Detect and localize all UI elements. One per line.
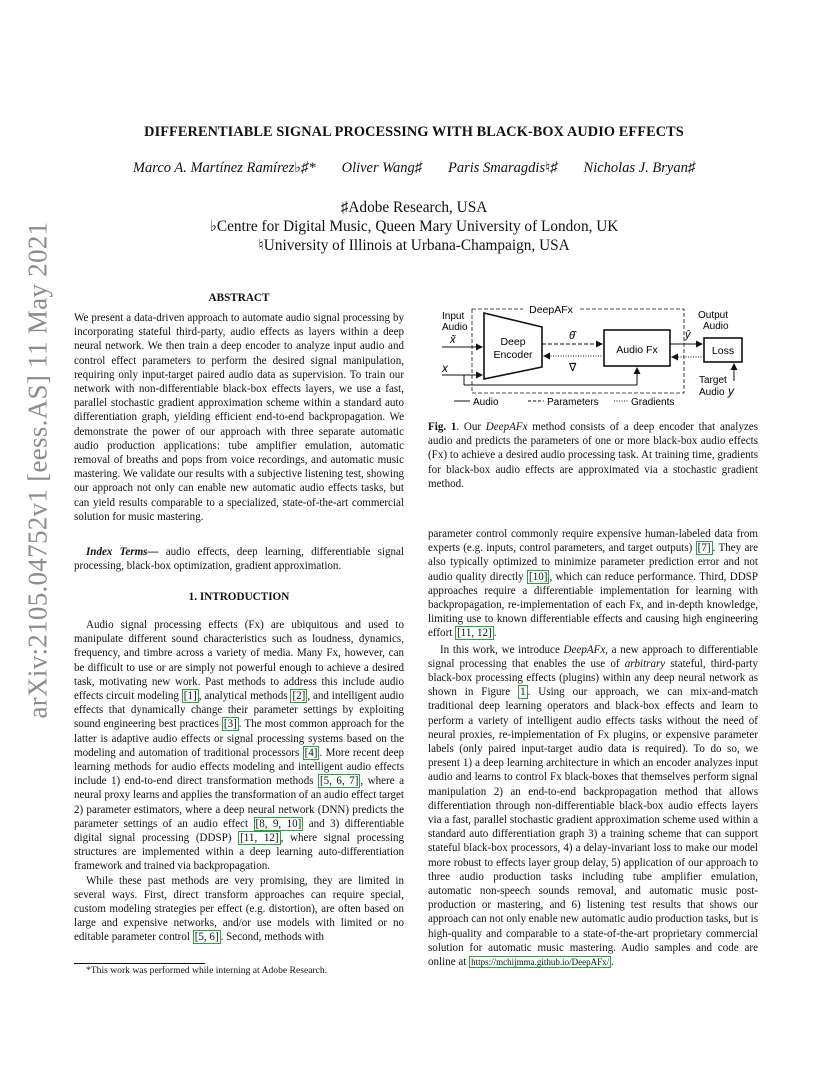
citation-link[interactable]: [1] xyxy=(183,690,197,703)
author: Paris Smaragdis♮♯ xyxy=(448,160,558,176)
target-audio-label: Target xyxy=(699,375,727,386)
grad-symbol: ∇̃ xyxy=(569,362,577,374)
loss-label: Loss xyxy=(711,345,735,357)
legend-audio: Audio xyxy=(473,397,499,408)
author-list xyxy=(60,160,768,177)
svg-text:Audio: Audio xyxy=(703,321,729,332)
affiliation: ♮University of Illinois at Urbana-Champaign, USA xyxy=(258,237,570,254)
citation-link[interactable]: [11, 12] xyxy=(457,627,492,640)
intro-text xyxy=(74,618,404,945)
abstract-heading: ABSTRACT xyxy=(208,292,270,304)
deepafx-diagram xyxy=(428,301,758,411)
citation-link[interactable]: [4] xyxy=(304,746,318,759)
paragraph: parameter control commonly require expensive human-labeled data from experts (e.g. inputs, control parameters, and target outputs) [7] . They are also typically optimized to minimize parameter prediction error and not audio quality directly [10] , which can reduce performance. Third, DDSP approaches require a differentiable implementation for learning with backpropagation, re-implementation of each Fx, and in-depth knowledge, limiting use to known differentiable effects and causing high engineering effort [11, 12] . xyxy=(428,528,759,640)
deepafx-label: DeepAFx xyxy=(529,304,573,316)
figure-link[interactable]: 1 xyxy=(520,686,526,699)
intro-heading: 1. INTRODUCTION xyxy=(188,591,290,603)
y-variable: y xyxy=(728,384,734,398)
encoder-label: Deep xyxy=(500,336,526,348)
svg-text:Audio: Audio xyxy=(699,387,725,398)
svg-text:Audio: Audio xyxy=(442,322,468,333)
legend-gradients: Gradients xyxy=(631,397,675,408)
project-url-link[interactable]: https://mchijmma.github.io/DeepAFx/ xyxy=(471,957,610,968)
arxiv-stamp: arXiv:2105.04752v1 [eess.AS] 11 May 2021 xyxy=(22,221,53,719)
citation-link[interactable]: [2] xyxy=(292,690,306,703)
figure-caption: Fig. 1. Our DeepAFx method consists of a deep encoder that analyzes audio and predicts the parameters of one or more black-box audio effects (Fx) to achieve a desired audio processing task. At training time, gradients for black-box audio effects are approximated via a stochastic gradient method. xyxy=(428,421,758,490)
affiliations xyxy=(60,198,768,255)
footnote-rule xyxy=(74,963,205,964)
input-variable: x̃ xyxy=(450,334,456,346)
right-column-text xyxy=(428,527,758,969)
author: Nicholas J. Bryan♯ xyxy=(583,160,696,176)
paper-title: DIFFERENTIABLE SIGNAL PROCESSING WITH BLACK-BOX AUDIO EFFECTS xyxy=(144,124,684,140)
input-audio-label: Input xyxy=(442,311,465,322)
paragraph: Audio signal processing effects (Fx) are ubiquitous and used to manipulate different sound characteristics such as loudness, dynamics, frequency, and timbre across a variety of media. Many Fx, however, can be difficult to use or are simply not powerful enough to achieve a desired task, motivating new work. Past methods to address this include audio effects circuit modeling [1] , analytical methods [2] , and intelligent audio effects that dynamically change their parameter settings by exploiting sound engineering best practices [3] . The most common approach for the latter is adaptive audio effects or signal processing systems based on the modeling and automation of traditional processors [4] . More recent deep learning methods for audio effects modeling and intelligent audio effects include 1) end-to-end direct transformation methods [5, 6, 7] , where a neural proxy learns and applies the transformation of an audio effect target 2) parameter estimators, where a deep neural network (DNN) predicts the parameter settings of an audio effect [8, 9, 10] and 3) differentiable digital signal processing (DDSP) [11, 12] , where signal processing structures are implemented within a deep learning auto-differentiation framework and trained via backpropagation. xyxy=(74,619,405,873)
citation-link[interactable]: [10] xyxy=(529,570,548,583)
svg-text:Encoder: Encoder xyxy=(493,349,533,361)
index-terms: Index Terms— audio effects, deep learning, differentiable signal processing, black-box optimization, gradient approximation. xyxy=(74,546,404,573)
y-hat: ŷ xyxy=(685,329,691,341)
citation-link[interactable]: [11, 12] xyxy=(240,832,279,845)
citation-link[interactable]: [7] xyxy=(697,542,711,555)
paragraph: While these past methods are very promising, they are limited in several ways. First, direct transform approaches can require special, custom modeling strategies per effect (e.g. distortion), are often based on large and expensive networks, and/or use models with limited or no editable parameter control [5, 6] . Second, methods with xyxy=(74,874,404,944)
footnote: *This work was performed while interning at Adobe Research. xyxy=(86,965,328,976)
citation-link[interactable]: [5, 6] xyxy=(194,931,219,944)
index-terms-label: Index Terms— xyxy=(86,546,159,558)
paragraph: In this work, we introduce DeepAFx, a new approach to differentiable signal processing that enables the use of arbitrary stateful, third-party black-box processing effects (plugins) within any deep neural network as shown in Figure 1 . Using our approach, we can mix-and-match traditional deep learning operators and black-box effects and learn to perform a variety of intelligent audio effects tasks without the need of neural proxies, re-implementation of Fx plugins, or expensive parameter labels (only paired input-target audio data is required). To do so, we present 1) a deep learning architecture in which an encoder analyzes input audio and learns to control Fx black-boxes that themselves perform signal manipulation 2) an end-to-end backpropagation method that allows differentiation through non-differentiable black-box audio effects layers via a fast, parallel stochastic gradient approximation scheme used within a standard auto differentiation graph 3) a training scheme that can support stateful black-box processors, 4) a delay-invariant loss to make our model more robust to effects layer group delay, 5) application of our approach to three audio production tasks including tube amplifier emulation, automatic non-speech sounds removal, and automatic music post-production or mastering, and 6) listening test results that shows our approach can not only enable new automatic audio production tasks, but is high-quality and comparable to a state-of-the-art proprietary commercial solution for automatic music mastering. Audio samples and code are online at https://mchijmma.github.io/DeepAFx/ . xyxy=(428,643,758,969)
author: Marco A. Martínez Ramírez♭♯* xyxy=(132,160,316,176)
author: Oliver Wang♯ xyxy=(341,160,423,176)
citation-link[interactable]: [8, 9, 10] xyxy=(255,817,302,830)
affiliation: ♯Adobe Research, USA xyxy=(340,199,488,216)
abstract-text: We present a data-driven approach to automate audio signal processing by incorporating stateful third-party, audio effects as layers within a deep neural network. We then train a deep encoder to analyze input audio and control effect parameters to perform the desired signal manipulation, requiring only input-target paired audio data as supervision. To train our network with non-differentiable black-box effects layers, we use a fast, parallel stochastic gradient approximation scheme within a standard auto differentiation graph, yielding efficient end-to-end backpropagation. We demonstrate the power of our approach with three separate automatic audio production applications: tube amplifier emulation, automatic removal of breaths and pops from voice recordings, and automatic music mastering. We validate our results with a subjective listening test, showing our approach not only can enable new automatic audio effects tasks, but can yield results comparable to a specialized, state-of-the-art commercial solution for music mastering. xyxy=(74,312,404,523)
output-audio-label: Output xyxy=(698,310,729,321)
affiliation: ♭Centre for Digital Music, Queen Mary University of London, UK xyxy=(209,218,619,235)
citation-link[interactable]: [3] xyxy=(223,718,237,731)
x-variable: x xyxy=(442,361,448,375)
citation-link[interactable]: [5, 6, 7] xyxy=(320,775,359,788)
theta-hat: θ̂ xyxy=(569,330,575,342)
legend-parameters: Parameters xyxy=(547,397,599,408)
audio-fx-label: Audio Fx xyxy=(616,344,658,356)
